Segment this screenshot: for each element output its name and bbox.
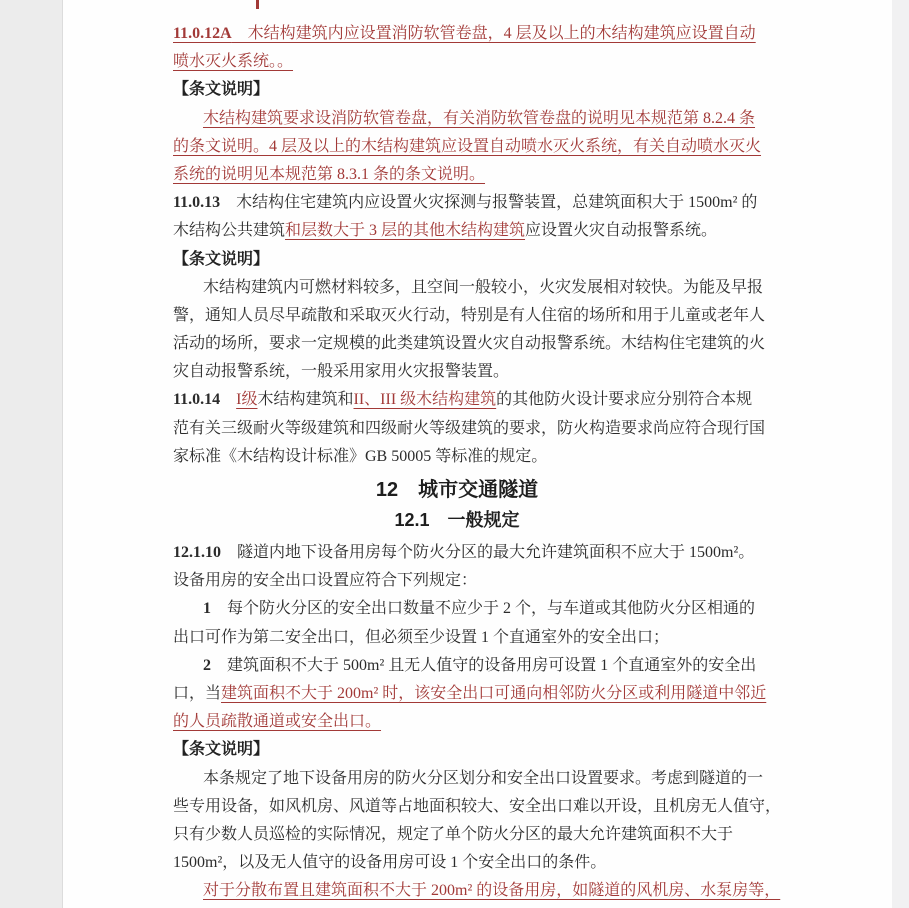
revision-text: 喷水灭火系统。。 — [173, 53, 294, 71]
revision-text: 建筑面积不大于 200m² 时，该安全出口可通向相邻防火分区或利用隧道中邻近 — [221, 684, 767, 702]
text-run: 灾自动报警系统，一般采用家用火灾报警装置。 — [173, 363, 510, 381]
text-run: 11.0.13 — [173, 194, 221, 212]
text-line — [173, 189, 758, 217]
text-line — [173, 877, 781, 905]
text-line — [173, 567, 741, 595]
text-run: 出口可作为第二安全出口，但必须至少设置 1 个直通室外的安全出口； — [173, 628, 670, 646]
text-line — [173, 48, 741, 76]
text-run: 本条规定了地下设备用房的防火分区划分和安全出口设置要求。考虑到隧道的一 — [203, 769, 764, 787]
text-line — [173, 161, 741, 189]
text-run: 11.0.14 — [173, 391, 221, 409]
text-line — [173, 20, 756, 48]
text-run: 设备用房的安全出口设置应符合下列规定： — [173, 572, 478, 590]
text-line — [173, 246, 741, 274]
commentary-label: 【条文说明】 — [173, 81, 270, 99]
text-run: 些专用设备，如风机房、风道等占地面积较大、安全出口难以开设，且机房无人值守， — [173, 797, 782, 815]
text-line — [173, 443, 741, 471]
text-line — [173, 821, 741, 849]
commentary-label: 【条文说明】 — [173, 741, 270, 759]
text-line — [173, 76, 741, 104]
section-heading — [173, 505, 741, 535]
text-line — [173, 708, 741, 736]
text-run: 口，当 — [173, 684, 222, 702]
text-run: 12 城市交通隧道 — [375, 479, 539, 501]
text-run: 家标准《木结构设计标准》GB 50005 等标准的规定。 — [173, 447, 548, 465]
text-line — [173, 849, 741, 877]
text-run: 木结构住宅建筑内应设置火灾探测与报警装置，总建筑面积大于 1500m² 的 — [220, 194, 758, 212]
revision-text: 的条文说明。4 层及以上的木结构建筑应设置自动喷水灭火系统，有关自动喷水灭火 — [173, 137, 762, 155]
text-run: 每个防火分区的安全出口数量不应少于 2 个，与车道或其他防火分区相通的 — [211, 600, 756, 618]
text-line — [173, 217, 741, 245]
chapter-heading — [173, 475, 741, 505]
text-run: 的其他防火设计要求应分别符合本规 — [496, 391, 753, 409]
text-run: 只有少数人员巡检的实际情况，规定了单个防火分区的最大允许建筑面积不大于 — [173, 825, 734, 843]
revision-text: II、III 级木结构建筑 — [353, 391, 497, 409]
revision-text: 对于分散布置且建筑面积不大于 200m² 的设备用房，如隧道的风机房、水泵房等， — [203, 882, 781, 900]
text-run: 应设置火灾自动报警系统。 — [525, 222, 718, 240]
text-run: 1 — [203, 600, 211, 618]
text-line — [173, 274, 764, 302]
text-run: 木结构公共建筑 — [173, 222, 286, 240]
text-run: 木结构建筑内可燃材料较多，且空间一般较小，火灾发展相对较快。为能及早报 — [203, 278, 764, 296]
text-line — [173, 680, 767, 708]
revision-text: 的人员疏散通道或安全出口。 — [173, 713, 382, 731]
text-run: 建筑面积不大于 500m² 且无人值守的设备用房可设置 1 个直通室外的安全出 — [211, 656, 757, 674]
revision-text: 和层数大于 3 层的其他木结构建筑 — [285, 222, 526, 240]
text-line — [173, 358, 741, 386]
text-line — [173, 415, 766, 443]
text-run: 活动的场所，要求一定规模的此类建筑设置火灾自动报警系统。木结构住宅建筑的火 — [173, 335, 766, 353]
commentary-label: 【条文说明】 — [173, 250, 270, 268]
text-run: 范有关三级耐火等级建筑和四级耐火等级建筑的要求，防火构造要求尚应符合现行国 — [173, 419, 766, 437]
scrollbar-track[interactable] — [892, 0, 909, 908]
text-run: 1500m²，以及无人值守的设备用房可设 1 个安全出口的条件。 — [173, 854, 607, 872]
text-line — [173, 539, 755, 567]
text-line — [173, 765, 764, 793]
text-run: 12.1 一般规定 — [394, 510, 520, 530]
text-line — [173, 595, 756, 623]
text-run — [220, 391, 236, 408]
revision-text: 系统的说明见本规范第 8.3.1 条的条文说明。 — [173, 165, 486, 183]
text-line — [173, 330, 766, 358]
text-line — [173, 302, 766, 330]
document-page — [62, 0, 892, 908]
revision-text: 木结构建筑内应设置消防软管卷盘，4 层及以上的木结构建筑应设置自动 — [231, 25, 756, 42]
text-line — [173, 652, 757, 680]
text-run: 隧道内地下设备用房每个防火分区的最大允许建筑面积不应大于 1500m²。 — [221, 544, 755, 561]
text-line — [173, 386, 753, 414]
text-line — [173, 105, 756, 133]
revision-text: 木结构建筑要求设消防软管卷盘，有关消防软管卷盘的说明见本规范第 8.2.4 条 — [203, 109, 756, 127]
text-line — [173, 133, 762, 161]
text-run: 2 — [203, 656, 211, 674]
text-line — [173, 736, 741, 764]
revision-text: 11.0.12A — [173, 25, 232, 42]
revision-text: I级 — [236, 391, 258, 409]
text-run: 警，通知人员尽早疏散和采取灭火行动，特别是有人住宿的场所和用于儿童或老年人 — [173, 306, 766, 324]
text-run: 12.1.10 — [173, 544, 221, 561]
document-text-area — [173, 20, 782, 905]
text-line — [173, 793, 782, 821]
clipped-text-fragment — [256, 0, 259, 9]
text-line — [173, 624, 741, 652]
text-run: 木结构建筑和 — [257, 391, 354, 409]
